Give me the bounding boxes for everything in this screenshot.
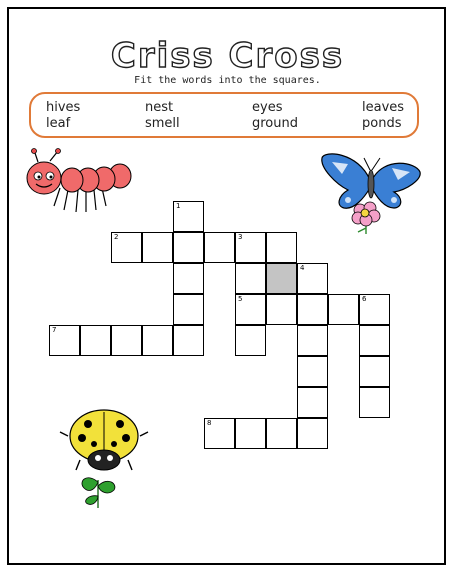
grid-cell[interactable] (235, 418, 266, 449)
grid-cell[interactable] (235, 232, 266, 263)
word-bank-item: nest (145, 100, 174, 115)
grid-cell[interactable] (359, 387, 390, 418)
clue-number: 6 (362, 295, 367, 303)
grid-cell[interactable] (204, 418, 235, 449)
grid-cell[interactable] (297, 387, 328, 418)
grid-cell[interactable] (266, 232, 297, 263)
grid-cell[interactable] (297, 294, 328, 325)
word-bank-item: leaf (46, 116, 71, 131)
grid-cell[interactable] (173, 263, 204, 294)
grid-cell-blocked (266, 263, 297, 294)
grid-cell[interactable] (297, 356, 328, 387)
grid-cell[interactable] (173, 201, 204, 232)
clue-number: 7 (52, 326, 57, 334)
grid-cell[interactable] (173, 232, 204, 263)
grid-cell[interactable] (142, 232, 173, 263)
grid-cell[interactable] (173, 325, 204, 356)
grid-cell[interactable] (297, 325, 328, 356)
clue-number: 1 (176, 202, 181, 210)
clue-number: 8 (207, 419, 212, 427)
instructions: Fit the words into the squares. (134, 75, 321, 86)
grid-cell[interactable] (359, 356, 390, 387)
grid-cell[interactable] (359, 294, 390, 325)
grid-cell[interactable] (235, 263, 266, 294)
clue-number: 4 (300, 264, 305, 272)
clue-number: 3 (238, 233, 243, 241)
grid-cell[interactable] (173, 294, 204, 325)
grid-cell[interactable] (49, 325, 80, 356)
word-bank-item: ground (252, 116, 298, 131)
grid-cell[interactable] (142, 325, 173, 356)
word-bank-item: smell (145, 116, 180, 131)
grid-cell[interactable] (80, 325, 111, 356)
grid-cell[interactable] (111, 232, 142, 263)
page-title: Criss Cross (110, 36, 345, 76)
word-bank-item: eyes (252, 100, 283, 115)
word-bank-item: ponds (362, 116, 402, 131)
word-bank-item: hives (46, 100, 81, 115)
clue-number: 2 (114, 233, 119, 241)
grid-cell[interactable] (266, 294, 297, 325)
grid-cell[interactable] (297, 418, 328, 449)
grid-cell[interactable] (235, 325, 266, 356)
grid-cell[interactable] (235, 294, 266, 325)
clue-number: 5 (238, 295, 243, 303)
grid-cell[interactable] (266, 418, 297, 449)
grid-cell[interactable] (111, 325, 142, 356)
grid-cell[interactable] (328, 294, 359, 325)
grid-cell[interactable] (297, 263, 328, 294)
grid-cell[interactable] (359, 325, 390, 356)
word-bank-item: leaves (362, 100, 405, 115)
grid-cell[interactable] (204, 232, 235, 263)
